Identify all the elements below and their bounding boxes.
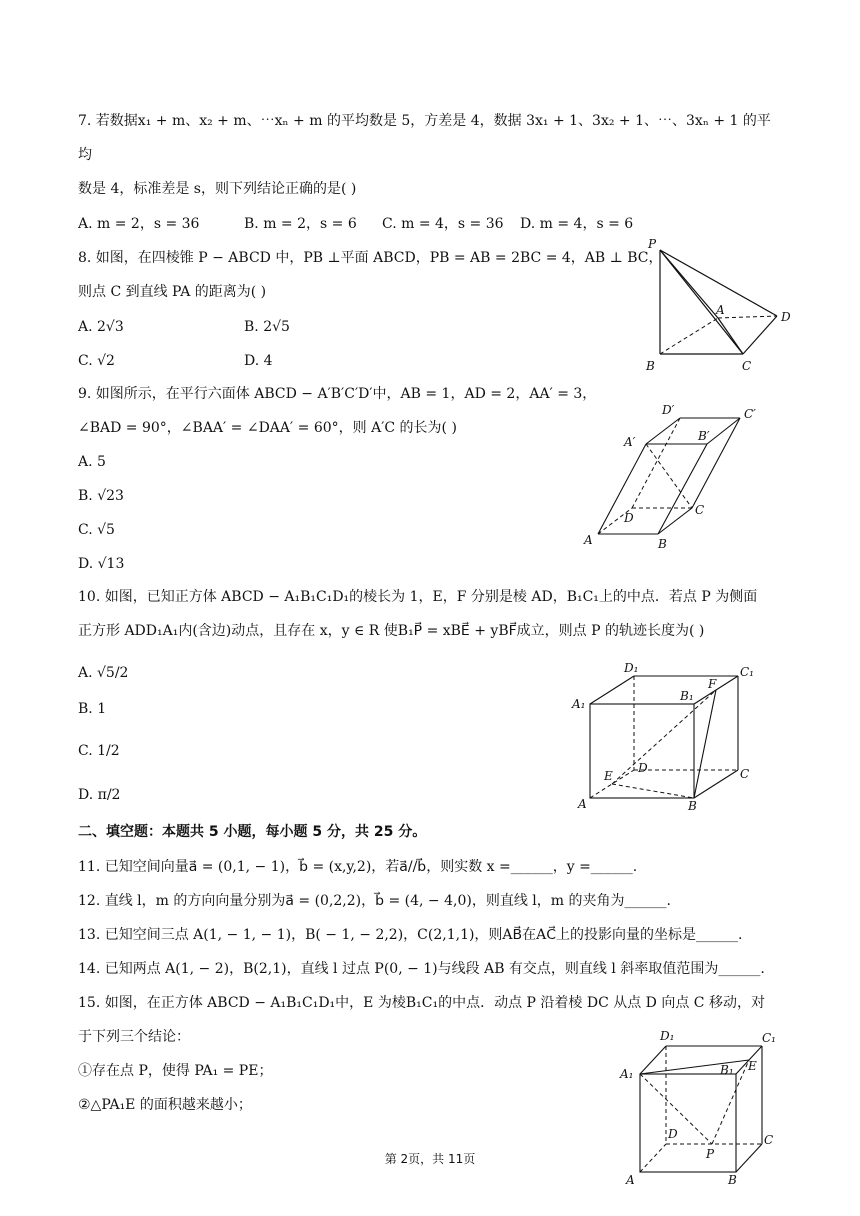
fig9-label-a1: A′ [624,435,636,449]
fig15-label-b: B [728,1173,737,1186]
q11-line: 11. 已知空间向量a⃗ = (0,1, − 1)，b⃗ = (x,y,2)，若a⃗//b⃗，则实数 x =______，y =______. [78,859,638,875]
fig8-label-a: A [716,303,725,317]
fig9-label-c: C [695,503,705,517]
fig10-label-b: B [688,799,697,812]
q7-line1: 7. 若数据x₁ + m、x₂ + m、⋯xₙ + m 的平均数是 5，方差是 4，数据 3x₁ + 1、3x₂ + 1、⋯、3xₙ + 1 的平 [78,113,771,129]
q9-option-c: C. √5 [78,522,115,538]
q8-option-a: A. 2√3 [78,319,124,335]
fig10-label-d: D [638,761,648,775]
cube-figure-q10 [570,656,760,812]
q10-option-a: A. √5/2 [78,665,129,681]
fig8-label-c: C [742,359,752,373]
q8-option-d: D. 4 [244,353,273,369]
q7-line3: 数是 4，标准差是 s，则下列结论正确的是( ) [78,181,357,197]
q8-line1: 8. 如图，在四棱锥 P − ABCD 中，PB ⊥平面 ABCD，PB = AB = 2BC = 4，AB ⊥ BC， [78,250,663,266]
q15-item2: ②△PA₁E 的面积越来越小； [78,1097,252,1113]
q13-line: 13. 已知空间三点 A(1, − 1, − 1)，B( − 1, − 2,2)，C(2,1,1)，则AB⃗在AC⃗上的投影向量的坐标是______. [78,927,743,943]
page-footer: 第 2页，共 11页 [384,1152,476,1166]
q9-line2: ∠BAD = 90°，∠BAA′ = ∠DAA′ = 60°，则 A′C 的长为( ) [78,420,457,436]
q15-item1: ①存在点 P，使得 PA₁ = PE； [78,1063,273,1079]
fig9-label-b1: B′ [698,429,710,443]
fig9-label-d1: D′ [662,403,675,417]
fig9-label-c1: C′ [744,407,756,421]
q9-option-d: D. √13 [78,556,125,572]
parallelepiped-figure [580,396,770,554]
fig9-label-d: D [624,511,634,525]
fig15-label-a: A [626,1173,635,1186]
fig15-label-d: D [668,1127,678,1141]
fig10-label-f: F [708,677,717,691]
q10-line1: 10. 如图，已知正方体 ABCD − A₁B₁C₁D₁的棱长为 1，E，F 分别是棱 AD，B₁C₁上的中点．若点 P 为侧面 [78,589,758,605]
q10-line2: 正方形 ADD₁A₁内(含边)动点，且存在 x，y ∈ R 使B₁P⃗ = xBE⃗ + yBF⃗成立，则点 P 的轨迹长度为( ) [78,623,705,639]
q12-line: 12. 直线 l，m 的方向向量分别为a⃗ = (0,2,2)，b⃗ = (4, − 4,0)，则直线 l，m 的夹角为______. [78,893,671,909]
q8-option-b: B. 2√5 [244,319,290,335]
q7-option-b: B. m = 2，s = 6 [244,216,357,232]
fig10-label-c: C [740,767,750,781]
q10-option-c: C. 1/2 [78,743,120,759]
fig9-label-a: A [584,533,593,547]
fig8-label-b: B [646,359,655,373]
fig10-label-b1: B₁ [680,689,694,703]
fig8-label-d: D [781,310,791,324]
fig10-label-c1: C₁ [740,665,754,679]
fig15-label-c: C [764,1133,774,1147]
pyramid-figure [640,236,800,378]
fig15-label-c1: C₁ [762,1031,776,1045]
q7-option-a: A. m = 2，s = 36 [78,216,200,232]
fig15-label-p: P [706,1147,715,1161]
q8-option-c: C. √2 [78,353,115,369]
q9-option-a: A. 5 [78,454,106,470]
q14-line: 14. 已知两点 A(1, − 2)，B(2,1)，直线 l 过点 P(0, − 1)与线段 AB 有交点，则直线 l 斜率取值范围为______. [78,961,765,977]
q7-option-d: D. m = 4，s = 6 [520,216,634,232]
q10-option-d: D. π/2 [78,787,121,803]
fig15-label-d1: D₁ [660,1029,675,1043]
q15-line1: 15. 如图，在正方体 ABCD − A₁B₁C₁D₁中，E 为棱B₁C₁的中点．动点 P 沿着棱 DC 从点 D 向点 C 移动，对 [78,995,765,1011]
fig10-label-d1: D₁ [624,661,639,675]
q9-option-b: B. √23 [78,488,124,504]
fig9-label-b: B [658,537,667,551]
fig10-label-e: E [604,769,613,783]
q8-line2: 则点 C 到直线 PA 的距离为( ) [78,284,267,300]
q9-line1: 9. 如图所示，在平行六面体 ABCD − A′B′C′D′中，AB = 1，AD = 2，AA′ = 3， [78,386,597,402]
fig15-label-e: E [748,1059,757,1073]
fig15-label-a1: A₁ [620,1067,634,1081]
q15-line2: 于下列三个结论： [78,1029,190,1045]
fig15-label-b1: B₁ [720,1063,734,1077]
q7-line2: 均 [78,147,92,163]
section-heading: 二、填空题：本题共 5 小题，每小题 5 分，共 25 分。 [78,824,427,840]
fig10-label-a1: A₁ [572,697,586,711]
q10-option-b: B. 1 [78,701,107,717]
q7-option-c: C. m = 4，s = 36 [382,216,504,232]
fig8-label-p: P [648,237,657,251]
fig10-label-a: A [578,797,587,811]
